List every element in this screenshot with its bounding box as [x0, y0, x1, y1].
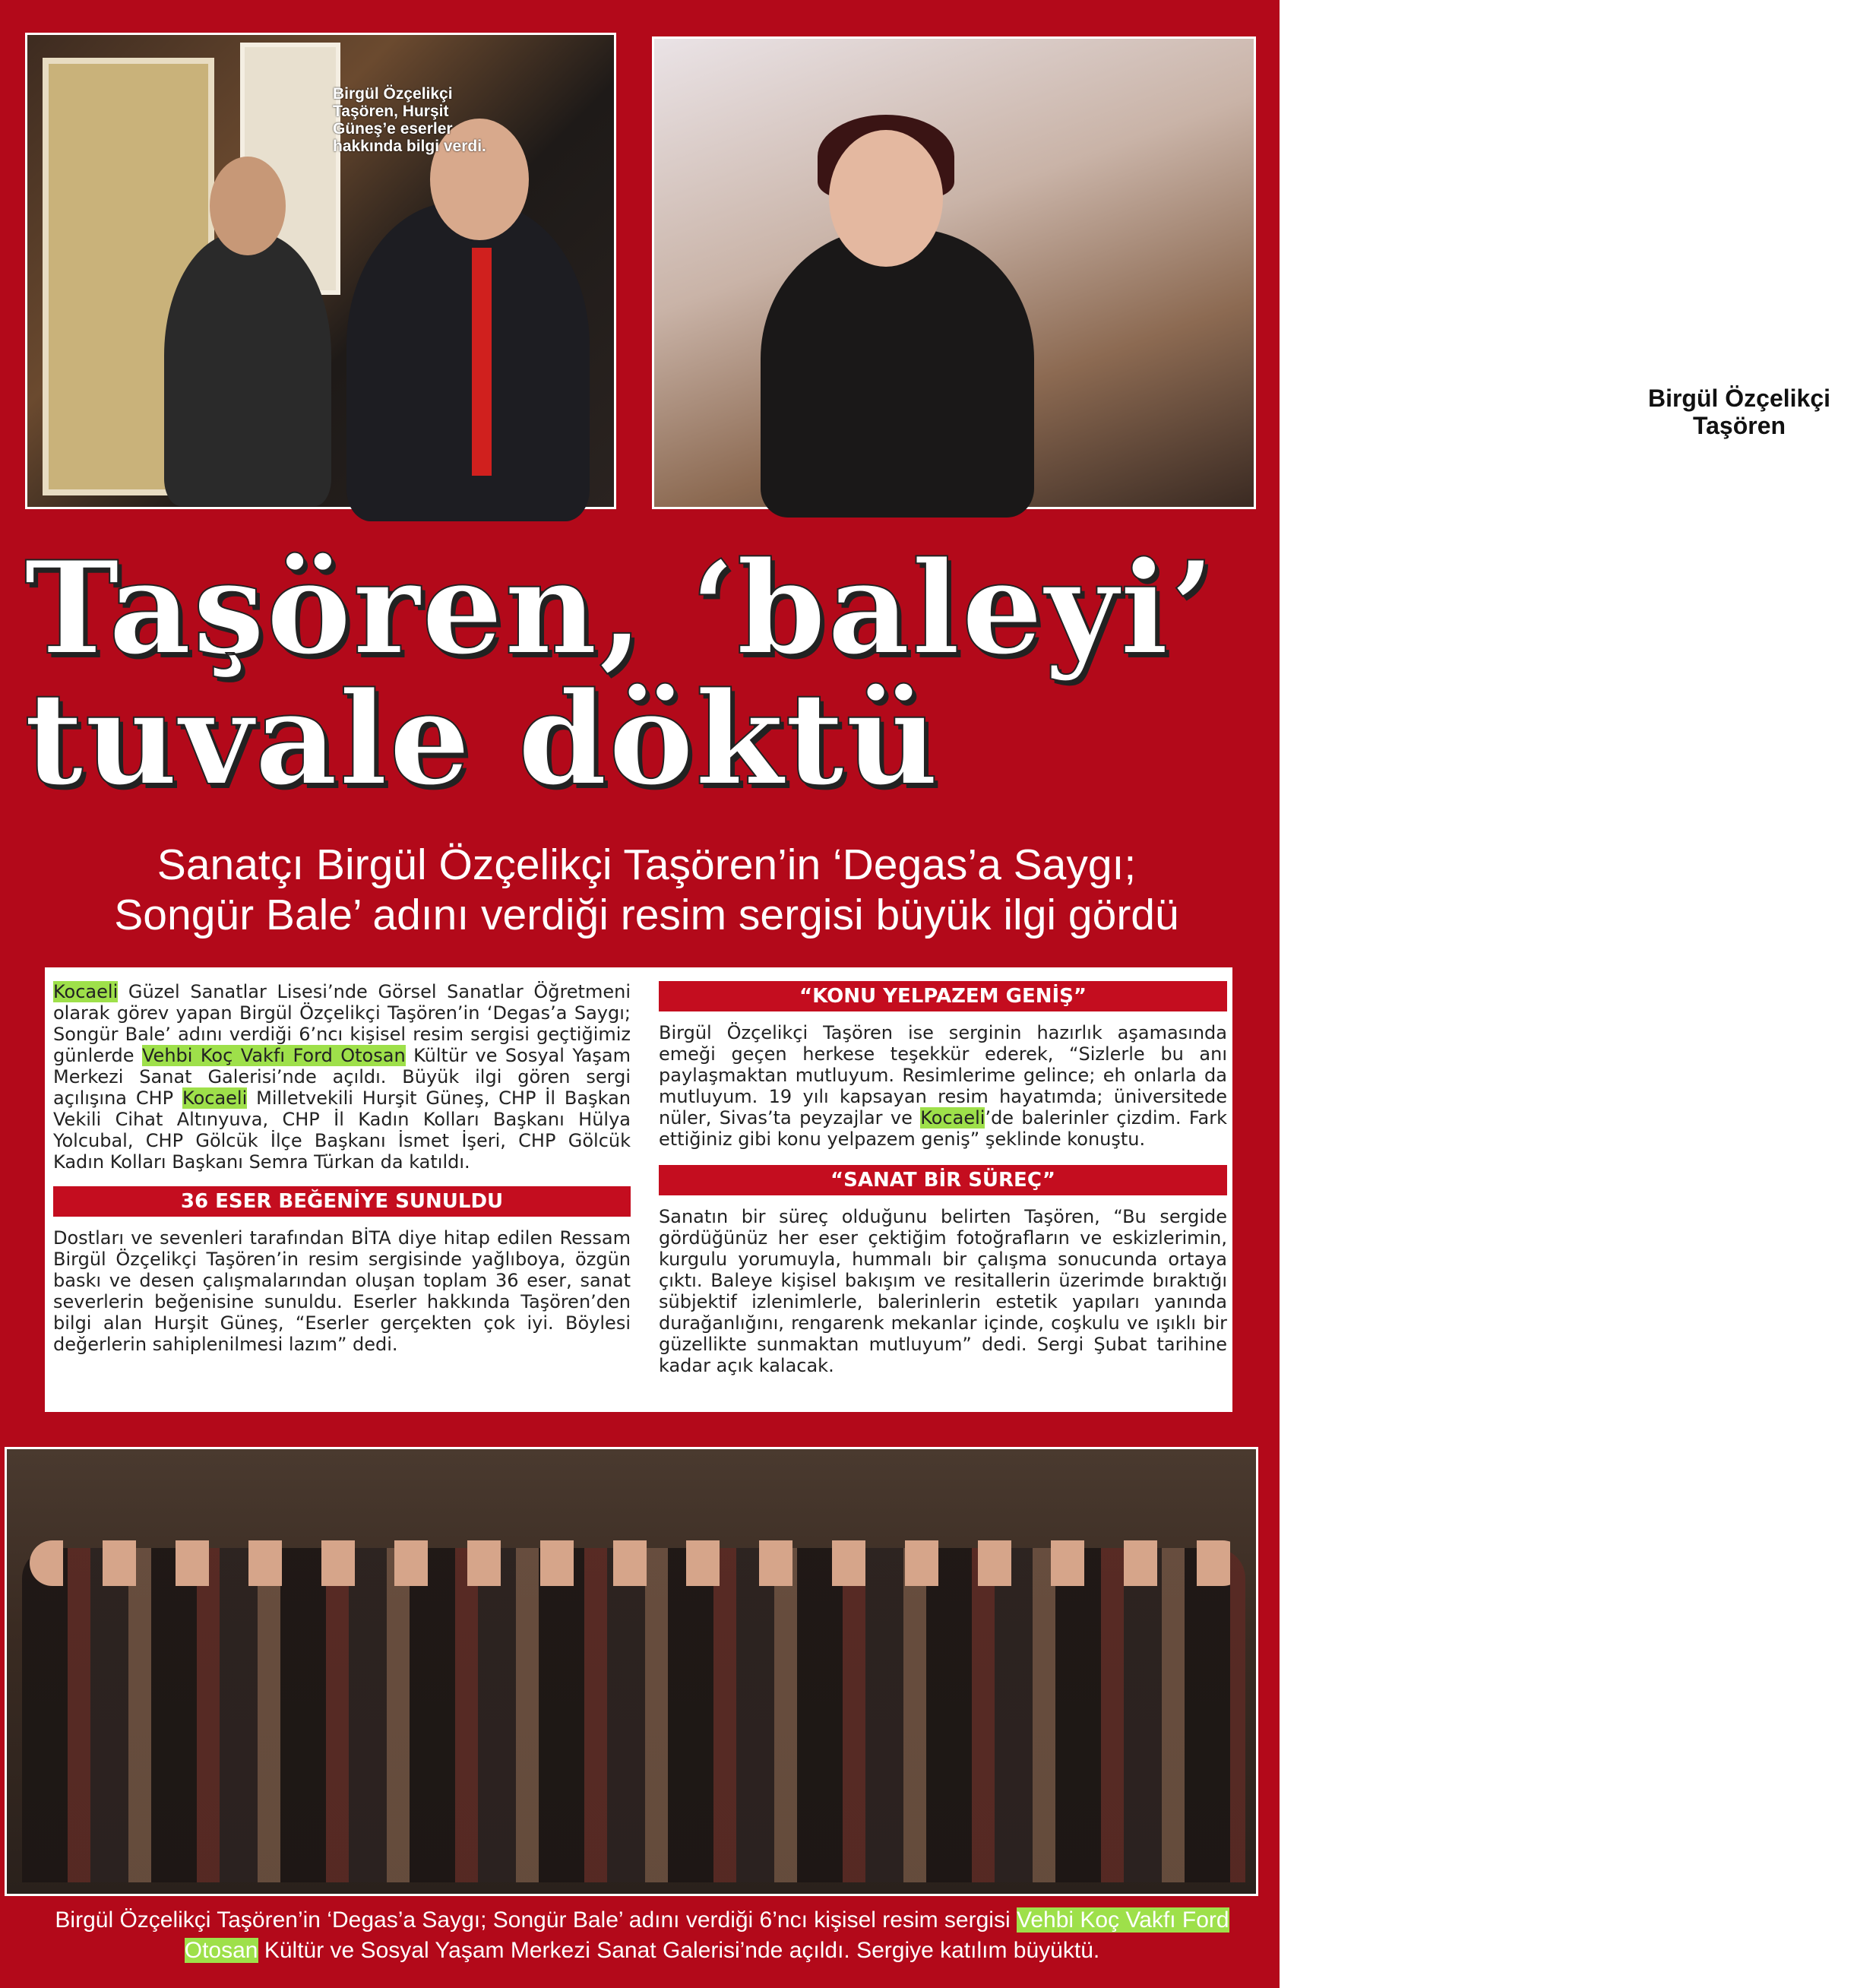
intro-paragraph — [53, 981, 631, 1173]
subheadline-line: Songür Bale’ adını verdiği resim sergisi büyük ilgi gördü — [114, 891, 1179, 939]
text-span: Birgül Özçelikçi Taşören ise serginin hazırlık aşamasında emeği geçen herkese teşekkür ederek, “Sizlerle bu anı paylaşmaktan mutluyum. Resimlerime gelince; eh onlarla da mutluyum. 19 yılı kapsayan resim hayatımda; üniversitede nüler, Sivas’ta peyzajlar ve — [659, 1022, 1227, 1129]
photo-group — [5, 1447, 1258, 1896]
section-paragraph: Dostları ve sevenleri tarafından BİTA diye hitap edilen Ressam Birgül Özçelikçi Taşören’in resim sergisinde yağlıboya, özgün baskı ve desen çalışmalarından oluşan toplam 36 eser, sanat severlerin beğenisine sunuldu. Eserler hakkında Taşören’den bilgi alan Hurşit Güneş, “Eserler gerçekten çok iyi. Böylesi değerlerin sahiplenilmesi lazım” dedi. — [53, 1227, 631, 1355]
headline — [24, 533, 1263, 814]
photo-artist-portrait — [652, 36, 1831, 509]
photo-gallery-visit — [25, 33, 616, 509]
red-tie — [472, 248, 492, 476]
text-span: Kültür ve Sosyal Yaşam Merkezi Sanat Galerisi’nde açıldı. Büyük ilgi gören sergi açılışına CHP — [53, 1045, 631, 1109]
crowd-faces — [30, 1540, 1245, 1586]
headline-line: tuvale döktü — [24, 663, 941, 814]
section-paragraph — [659, 1022, 1227, 1150]
text-span: Kültür ve Sosyal Yaşam Merkezi Sanat Galerisi’nde açıldı. Sergiye katılım büyüktü. — [258, 1938, 1100, 1963]
section-heading: 36 ESER BEĞENİYE SUNULDU — [53, 1186, 631, 1217]
text-span: Milletvekili Hurşit Güneş, CHP İl Başkan Vekili Cihat Altınyuva, CHP İl Kadın Kolları Başkanı Hülya Yolcubal, CHP Gölcük İlçe Başkanı İsmet İşeri, CHP Gölcük Kadın Kolları Başkanı Semra Türkan da katıldı. — [53, 1087, 631, 1173]
person-figure — [761, 229, 1034, 518]
subheadline-line: Sanatçı Birgül Özçelikçi Taşören’in ‘Degas’a Saygı; — [157, 840, 1137, 889]
photo-caption: Birgül Özçelikçi Taşören — [1647, 385, 1831, 439]
headline-line: Taşören, ‘baleyi’ — [24, 533, 1216, 683]
highlight: Kocaeli — [182, 1087, 248, 1109]
article-body — [45, 967, 1232, 1412]
section-heading: “SANAT BİR SÜREÇ” — [659, 1165, 1227, 1195]
subheadline — [27, 840, 1266, 940]
person-figure — [164, 233, 331, 506]
person-head — [829, 130, 943, 267]
highlight: Kocaeli — [53, 981, 119, 1002]
bottom-photo-caption — [15, 1905, 1269, 1966]
photo-caption: Birgül Özçelikçi Taşören, Hurşit Güneş’e eserler hakkında bilgi verdi. — [333, 85, 486, 155]
text-span: ’de balerinler çizdim. Fark ettiğiniz gibi konu yelpazem geniş” şeklinde konuştu. — [659, 1107, 1227, 1150]
person-head — [210, 157, 286, 255]
article-column-right — [659, 981, 1227, 1376]
highlight: Vehbi Koç Vakfı Ford Otosan — [184, 1907, 1229, 1963]
person-figure — [346, 202, 590, 521]
section-paragraph: Sanatın bir süreç olduğunu belirten Taşören, “Bu sergide gördüğünüz her eser çektiğim fotoğrafların ve eskizlerimin, kurgulu yorumuyla, hummalı bir çalışma sonucunda ortaya çıktı. Baleye kişisel bakışım ve resitallerin üzerimde bıraktığı sübjektif izlenimlerle, balerinlerin estetik yapıları yanında durağanlığını, rengarenk mekanlar içinde, coşkulu ve ışıklı bir güzellikte sunmaktan mutluyum” dedi. Sergi Şubat tarihine kadar açık kalacak. — [659, 1206, 1227, 1376]
highlight: Vehbi Koç Vakfı Ford Otosan — [142, 1045, 406, 1066]
highlight: Kocaeli — [920, 1107, 985, 1129]
text-span: Güzel Sanatlar Lisesi’nde Görsel Sanatlar Öğretmeni olarak görev yapan Birgül Özçelikçi Taşören’in ‘Degas’a Saygı; Songür Bale’ adını verdiği 6’ncı kişisel resim sergisi geçtiğimiz günlerde — [53, 981, 631, 1066]
section-heading: “KONU YELPAZEM GENİŞ” — [659, 981, 1227, 1011]
article-column-left — [53, 981, 631, 1355]
crowd — [22, 1548, 1245, 1882]
text-span: Birgül Özçelikçi Taşören’in ‘Degas’a Saygı; Songür Bale’ adını verdiği 6’ncı kişisel resim sergisi — [55, 1907, 1017, 1933]
